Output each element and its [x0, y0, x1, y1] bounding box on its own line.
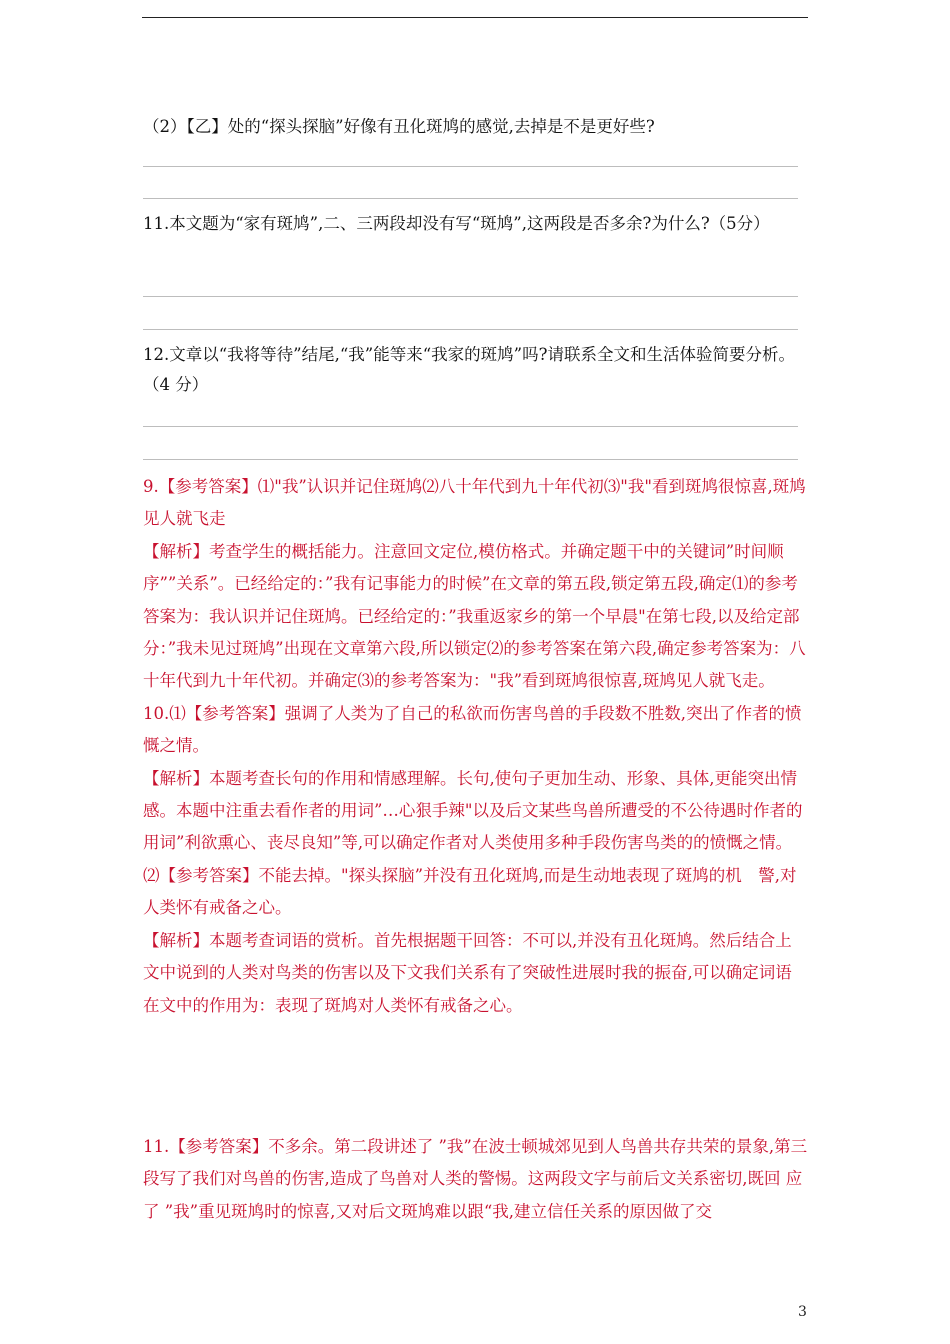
- question-12: 12.文章以“我将等待”结尾,“我”能等来“我家的斑鸠”吗?请联系全文和生活体验简要分析。（4 分）: [143, 345, 795, 394]
- analysis-10-1: 【解析】本题考查长句的作用和情感理解。长句,使句子更加生动、形象、具体,更能突出情感。本题中注重去看作者的用词”…心狠手辣"以及后文某些鸟兽所遭受的不公待遇时作者的用词”利欲熏心、丧尽良知”等,可以确定作者对人类使用多种手段伤害鸟类的的愤慨之情。: [143, 768, 803, 853]
- answer-line: [143, 198, 798, 199]
- question-10-2: （2）【乙】处的“探头探脑”好像有丑化斑鸠的感觉,去掉是不是更好些?: [143, 117, 655, 136]
- page-number: 3: [798, 1304, 807, 1320]
- answer-line: [143, 329, 798, 330]
- answer-line: [143, 296, 798, 297]
- analysis-10-2: 【解析】本题考查词语的赏析。首先根据题干回答：不可以,并没有丑化斑鸠。然后结合上文中说到的人类对鸟类的伤害以及下文我们关系有了突破性进展时我的振奋,可以确定词语在文中的作用为：表现了斑鸠对人类怀有戒备之心。: [143, 930, 792, 1015]
- answer-11-block: [143, 1131, 808, 1228]
- answer-line: [143, 426, 798, 427]
- answer-line: [143, 166, 798, 167]
- header-rule: [142, 17, 808, 18]
- answer-11: 11.【参考答案】不多余。第二段讲述了 ”我”在波士顿城郊见到人鸟兽共存共荣的景象,第三 段写了我们对鸟兽的伤害,造成了鸟兽对人类的警惕。这两段文字与前后文关系密切,既回 应了 ”我”重见斑鸠时的惊喜,又对后文斑鸠难以跟“我,建立信任关系的原因做了交: [143, 1137, 808, 1221]
- analysis-9: 【解析】考查学生的概括能力。注意回文定位,模仿格式。并确定题干中的关键词”时间顺序””关系”。已经给定的：”我有记事能力的时候”在文章的第五段,锁定第五段,确定⑴的参考答案为：我认识并记住斑鸠。已经给定的：”我重返家乡的第一个早晨"在第七段,以及给定部分：”我未见过斑鸠”出现在文章第六段,所以锁定⑵的参考答案在第六段,确定参考答案为：八十年代到九十年代初。并确定⑶的参考答案为："我”看到斑鸠很惊喜,斑鸠见人就飞走。: [143, 541, 806, 691]
- answer-line: [143, 459, 798, 460]
- answer-9: 9.【参考答案】⑴"我”认识并记住斑鸠⑵八十年代到九十年代初⑶"我"看到斑鸠很惊喜,斑鸠见人就飞走: [143, 477, 806, 529]
- answer-key-block: [143, 471, 808, 1022]
- answer-10-1: 10.⑴【参考答案】强调了人类为了自己的私欲而伤害鸟兽的手段数不胜数,突出了作者的愤慨之情。: [143, 703, 802, 756]
- question-11: 11.本文题为“家有斑鸠”,二、三两段却没有写“斑鸠”,这两段是否多余?为什么?（5分）: [143, 214, 770, 233]
- answer-10-2: ⑵【参考答案】不能去掉。"探头探脑”并没有丑化斑鸠,而是生动地表现了斑鸠的机 警,对人类怀有戒备之心。: [143, 865, 797, 918]
